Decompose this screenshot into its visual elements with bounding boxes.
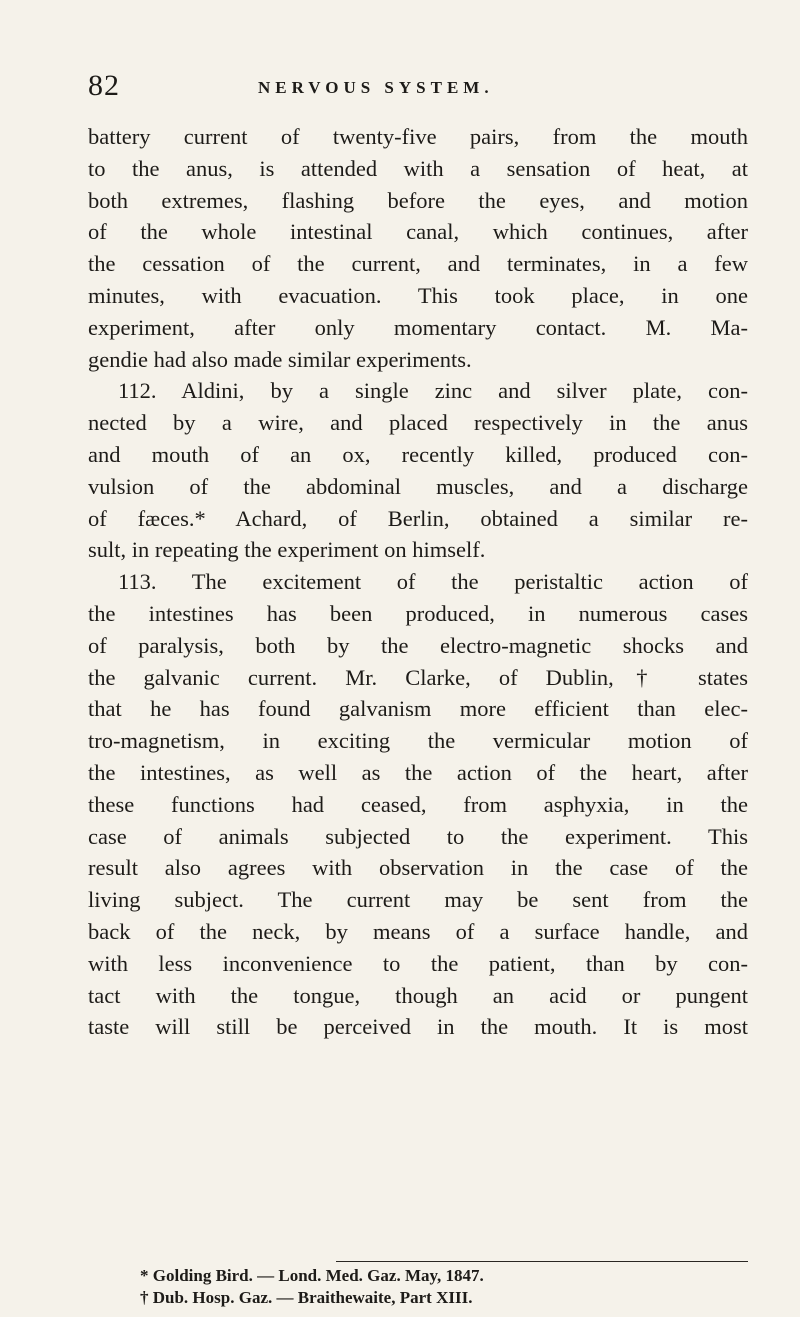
- text-line: experiment, after only momentary contact. M. Ma-: [88, 314, 748, 340]
- text-line: gendie had also made similar experiments.: [88, 346, 472, 372]
- text-line: result also agrees with observation in the case of the: [88, 855, 748, 881]
- footnotes: [140, 1265, 748, 1309]
- text-line: battery current of twenty-five pairs, from the mouth: [88, 124, 748, 149]
- text-line: of fæces.* Achard, of Berlin, obtained a similar re-: [88, 505, 748, 531]
- text-line: both extremes, flashing before the eyes, and motion: [88, 187, 748, 213]
- text-line: the galvanic current. Mr. Clarke, of Dublin,† states: [88, 664, 748, 690]
- footnote-divider: [336, 1261, 748, 1262]
- text-line: nected by a wire, and placed respectively in the anus: [88, 410, 748, 436]
- text-line: and mouth of an ox, recently killed, produced con-: [88, 441, 748, 467]
- running-head: NERVOUS SYSTEM.: [258, 78, 494, 97]
- text-line: of the whole intestinal canal, which continues, after: [88, 219, 748, 245]
- text-line: the intestines, as well as the action of the heart, after: [88, 759, 748, 785]
- page-number: 82: [88, 69, 120, 102]
- paragraph-112-start: 112. Aldini, by a single zinc and silver plate, con-: [118, 378, 748, 404]
- text-line: minutes, with evacuation. This took place, in one: [88, 282, 748, 308]
- paragraph-113-start: 113. The excitement of the peristaltic action of: [118, 569, 748, 595]
- text-line: these functions had ceased, from asphyxia, in the: [88, 791, 748, 817]
- text-line: with less inconvenience to the patient, than by con-: [88, 950, 748, 976]
- footnote-asterisk: * Golding Bird. — Lond. Med. Gaz. May, 1847.: [140, 1266, 484, 1285]
- text-line: back of the neck, by means of a surface handle, and: [88, 918, 748, 944]
- body-text: [88, 121, 748, 1043]
- text-line: taste will still be perceived in the mouth. It is most: [88, 1014, 748, 1040]
- text-line: vulsion of the abdominal muscles, and a discharge: [88, 473, 748, 499]
- text-line: that he has found galvanism more efficient than elec-: [88, 696, 748, 722]
- text-line: the cessation of the current, and terminates, in a few: [88, 251, 748, 277]
- text-line: tro-magnetism, in exciting the vermicular motion of: [88, 728, 748, 754]
- footnote-dagger: † Dub. Hosp. Gaz. — Braithewaite, Part XIII.: [140, 1288, 473, 1307]
- text-line: living subject. The current may be sent from the: [88, 887, 748, 913]
- text-line: the intestines has been produced, in numerous cases: [88, 600, 748, 626]
- text-line: to the anus, is attended with a sensation of heat, at: [88, 155, 748, 181]
- page-header: [88, 68, 748, 108]
- text-line: sult, in repeating the experiment on himself.: [88, 537, 486, 563]
- text-line: of paralysis, both by the electro-magnetic shocks and: [88, 632, 748, 658]
- text-line: case of animals subjected to the experiment. This: [88, 823, 748, 849]
- text-line: tact with the tongue, though an acid or pungent: [88, 982, 748, 1008]
